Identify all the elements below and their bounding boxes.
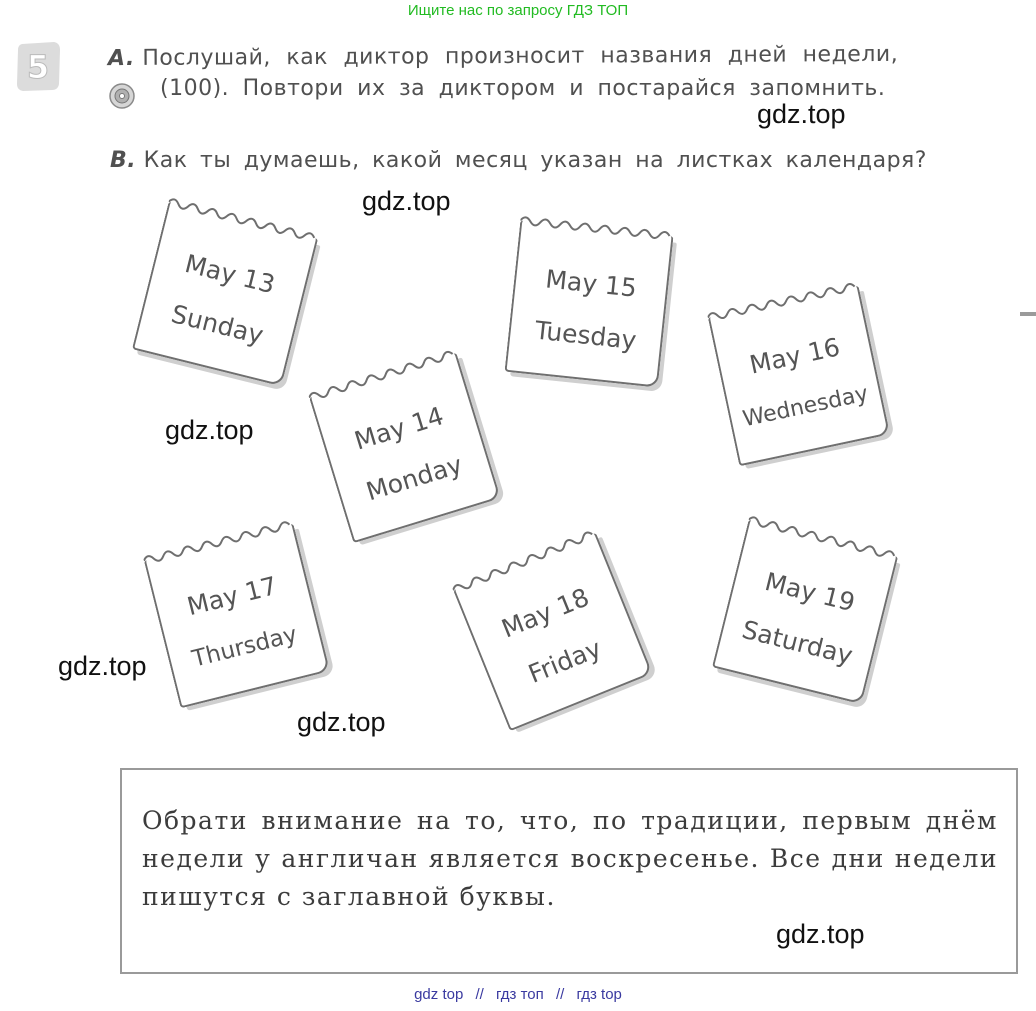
calendar-binding [520,213,675,243]
calendar-page [504,220,673,387]
bottom-link-2[interactable]: гдз топ [496,986,544,1003]
calendar-day: Wednesday [740,381,871,433]
watermark: gdz.top [165,415,254,445]
watermark: gdz.top [757,99,846,129]
calendar-date: May 15 [544,264,639,303]
calendar-date: May 19 [762,566,858,618]
calendar-day: Monday [362,449,466,507]
task-a-line1 [108,42,898,71]
calendar-date: May 16 [746,332,843,380]
task-a-line2 [160,76,885,101]
watermark: gdz.top [297,707,386,737]
bottom-link-1[interactable]: gdz top [414,986,464,1003]
calendar-page [309,353,501,543]
task-a-text-line1: Послушай, как диктор произносит названия дней недели, [142,41,899,71]
calendar-day: Saturday [739,614,856,671]
calendar-day: Thursday [189,621,300,673]
calendar-page [144,524,330,709]
top-banner[interactable]: Ищите нас по запросу ГДЗ ТОП [407,2,629,19]
watermark: gdz.top [58,651,147,681]
page-edge-mark [1020,312,1036,316]
calendar-binding [706,279,860,325]
bottom-link-3[interactable]: гдз top [576,986,622,1003]
task-a-label: A. [107,45,135,72]
calendar-day: Sunday [168,299,267,350]
exercise-number-shape [14,40,62,92]
calendar-page [712,520,898,705]
note-text: Обрати внимание на то, что, по традиции, первым днём недели у англичан является воскресенье. Все дни недели пишутся с заглавной буквы. [142,806,998,911]
calendar-date: May 13 [182,248,278,300]
note-box [120,768,1018,974]
calendar-day: Friday [524,633,606,689]
task-b [110,148,927,173]
task-b-text: Как ты думаешь, какой месяц указан на листках календаря? [143,148,927,173]
bottom-separator: // [475,986,484,1003]
task-a-text-line2: (100). Повтори их за диктором и постарайся запомнить. [160,76,886,101]
exercise-number-badge [14,40,62,92]
watermark: gdz.top [362,186,451,216]
calendar-day: Tuesday [533,315,638,356]
calendar-date: May 14 [351,401,447,456]
calendar-date: May 18 [497,582,594,644]
calendar-page [453,533,653,732]
calendar-page [708,286,890,467]
exercise-number: 5 [26,48,50,86]
bottom-separator: // [555,986,565,1003]
calendar-page [132,202,318,387]
watermark: gdz.top [776,919,865,949]
task-b-label: B. [110,148,137,173]
bottom-banner [0,986,1036,1003]
calendar-date: May 17 [184,570,280,622]
audio-cd-icon[interactable] [108,82,136,110]
